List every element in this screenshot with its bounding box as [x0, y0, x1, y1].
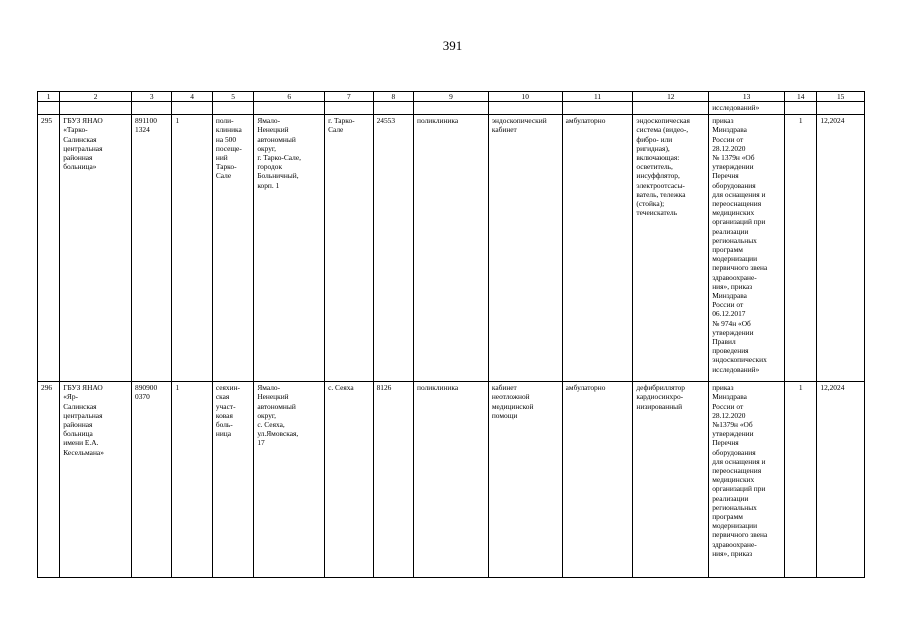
- column-header: 3: [132, 92, 172, 102]
- cell-code: 890900 0370: [132, 382, 172, 578]
- cell-locality: с. Сеяха: [325, 382, 374, 578]
- cell-cabinet: эндоскопический кабинет: [488, 115, 562, 382]
- cell-population: 8126: [373, 382, 413, 578]
- cell-legal-basis: исследований»: [709, 102, 785, 115]
- column-header: 9: [414, 92, 489, 102]
- cell-care-form: амбулаторно: [562, 382, 633, 578]
- column-header: 7: [325, 92, 374, 102]
- continued-row: [38, 102, 865, 115]
- cell-organization: ГБУЗ ЯНАО «Яр- Салинская центральная районная больница имени Е.А. Кесельмана»: [60, 382, 132, 578]
- cell-subdivision: сеяхин- ская участ- ковая боль- ница: [212, 382, 253, 578]
- cell-quantity: 1: [785, 115, 817, 382]
- column-header: 13: [709, 92, 785, 102]
- cell-number: 296: [38, 382, 60, 578]
- column-header: 14: [785, 92, 817, 102]
- column-header: 4: [172, 92, 212, 102]
- column-header: 2: [60, 92, 132, 102]
- cell-col4: 1: [172, 115, 212, 382]
- cell-col4: 1: [172, 382, 212, 578]
- column-header: 12: [633, 92, 709, 102]
- column-header: 10: [488, 92, 562, 102]
- cell-unit-type: поликлиника: [414, 115, 489, 382]
- page-number: 391: [442, 38, 463, 53]
- column-number-row: [38, 92, 865, 102]
- column-header: 8: [373, 92, 413, 102]
- column-header: 15: [817, 92, 865, 102]
- cell-quantity: 1: [785, 382, 817, 578]
- cell-legal-basis: приказ Минздрава России от 28.12.2020 № 1379н «Об утверждении Перечня оборудования для оснащения и переоснащения медицинских организаций при реализации региональных программ модернизации первичного звена здравоохране- ния», приказ Минздрава России от 06.12.2017 № 974н «Об утверждении Правил проведения эндоскопических исследований»: [709, 115, 785, 382]
- cell-number: 295: [38, 115, 60, 382]
- cell-legal-basis: приказ Минздрава России от 28.12.2020 №1379н «Об утверждении Перечня оборудования для оснащения и переоснащения медицинских организаций при реализации региональных программ модернизации первичного звена здравоохране- ния», приказ: [709, 382, 785, 578]
- cell-deadline: 12,2024: [817, 115, 865, 382]
- cell-subdivision: поли- клиника на 500 посеще- ний Тарко- Сале: [212, 115, 253, 382]
- column-header: 5: [212, 92, 253, 102]
- cell-care-form: амбулаторно: [562, 115, 633, 382]
- cell-population: 24553: [373, 115, 413, 382]
- cell-equipment: эндоскопическая система (видео-, фибро- или ригидная), включающая: осветитель, инсуффлятор, электроотсасы- ватель, тележка (стойка); течеискатель: [633, 115, 709, 382]
- cell-address: Ямало- Ненецкий автономный округ, с. Сеяха, ул.Ямовская, 17: [254, 382, 325, 578]
- column-header: 11: [562, 92, 633, 102]
- cell-locality: г. Тарко- Сале: [325, 115, 374, 382]
- cell-organization: ГБУЗ ЯНАО «Тарко- Салинская центральная районная больница»: [60, 115, 132, 382]
- column-header: 6: [254, 92, 325, 102]
- cell-equipment: дефибриллятор кардиосинхро- низированный: [633, 382, 709, 578]
- table-row: [38, 115, 865, 382]
- cell-code: 891100 1324: [132, 115, 172, 382]
- equipment-table: [37, 91, 865, 578]
- cell-deadline: 12,2024: [817, 382, 865, 578]
- cell-cabinet: кабинет неотложной медицинской помощи: [488, 382, 562, 578]
- cell-unit-type: поликлиника: [414, 382, 489, 578]
- column-header: 1: [38, 92, 60, 102]
- cell-address: Ямало- Ненецкий автономный округ, г. Тарко-Сале, городок Больничный, корп. 1: [254, 115, 325, 382]
- table-row: [38, 382, 865, 578]
